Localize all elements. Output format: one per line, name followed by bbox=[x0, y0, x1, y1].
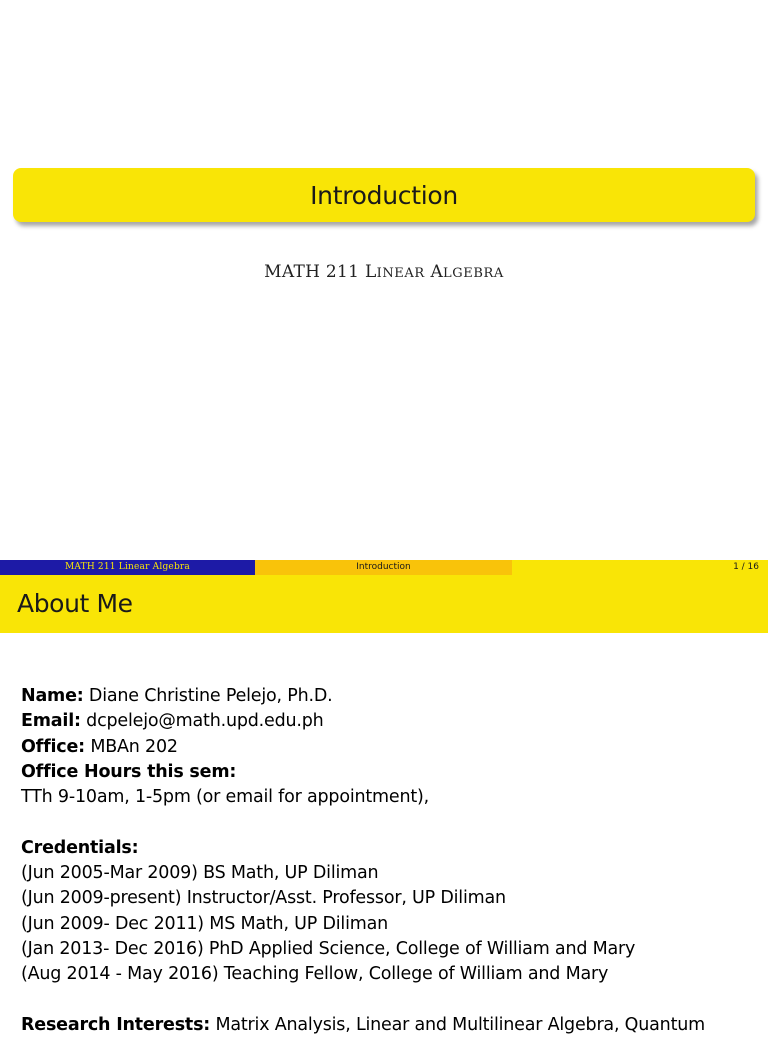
subtitle-part: LGEBRA bbox=[443, 266, 504, 281]
spacer bbox=[21, 810, 761, 835]
credentials-label: Credentials: bbox=[21, 837, 139, 858]
presentation-subtitle bbox=[0, 262, 768, 282]
name-label: Name: bbox=[21, 686, 84, 706]
name-value: Diane Christine Pelejo, Ph.D. bbox=[83, 686, 333, 706]
footer-bar bbox=[0, 560, 768, 575]
subtitle-part: MATH 211 L bbox=[264, 262, 377, 282]
spacer bbox=[21, 988, 761, 1013]
name-line bbox=[21, 684, 761, 709]
footer-course: MATH 211 Linear Algebra bbox=[0, 560, 255, 575]
subtitle-part: A bbox=[424, 262, 444, 282]
credentials-label-line bbox=[21, 836, 761, 861]
credential-item: (Jan 2013- Dec 2016) PhD Applied Science, College of William and Mary bbox=[21, 938, 636, 959]
research-line bbox=[21, 1013, 761, 1038]
office-value: MBAn 202 bbox=[84, 736, 178, 757]
credential-item: (Jun 2005-Mar 2009) BS Math, UP Diliman bbox=[21, 863, 379, 884]
email-label: Email: bbox=[21, 711, 81, 732]
email-line bbox=[21, 709, 761, 734]
credential-item: (Jun 2009-present) Instructor/Asst. Professor, UP Diliman bbox=[21, 888, 506, 909]
presentation-title: Introduction bbox=[310, 180, 458, 210]
title-box bbox=[13, 168, 755, 222]
office-line bbox=[21, 735, 761, 760]
footer-section: Introduction bbox=[255, 560, 512, 575]
credential-item: (Aug 2014 - May 2016) Teaching Fellow, College of William and Mary bbox=[21, 964, 609, 985]
research-value: Matrix Analysis, Linear and Multilinear Algebra, Quantum bbox=[210, 1014, 705, 1035]
footer-page-number: 1 / 16 bbox=[512, 560, 768, 575]
frame-title-bar bbox=[0, 575, 768, 633]
email-value: dcpelejo@math.upd.edu.ph bbox=[80, 711, 324, 732]
office-label: Office: bbox=[21, 736, 85, 757]
subtitle-part: INEAR bbox=[376, 266, 425, 281]
credential-item: (Jun 2009- Dec 2011) MS Math, UP Diliman bbox=[21, 913, 389, 934]
hours-label-line bbox=[21, 760, 761, 785]
hours-value: TTh 9-10am, 1-5pm (or email for appointment), bbox=[21, 787, 430, 808]
frame-title: About Me bbox=[17, 589, 133, 618]
research-label: Research Interests: bbox=[21, 1014, 211, 1035]
about-content bbox=[21, 684, 761, 1038]
hours-label: Office Hours this sem: bbox=[21, 761, 237, 782]
